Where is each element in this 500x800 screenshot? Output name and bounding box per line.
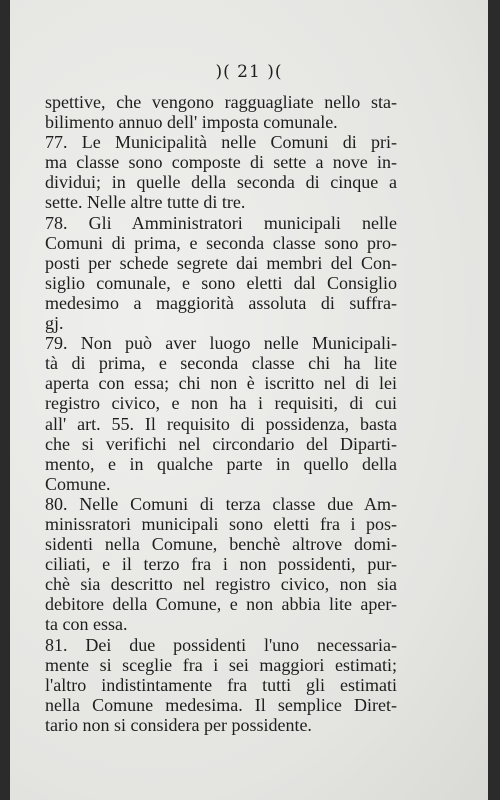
text-line: ciliati, e il terzo fra i non possidenti, pur- bbox=[45, 554, 397, 575]
book-page bbox=[10, 0, 488, 800]
paragraph bbox=[45, 132, 397, 212]
text-line: nella Comune medesima. Il semplice Diret- bbox=[45, 694, 397, 715]
text-line: 80. Nelle Comuni di terza classe due Am- bbox=[45, 493, 397, 514]
paragraph bbox=[45, 213, 397, 334]
text-line: tario non si considera per possidente. bbox=[45, 714, 312, 735]
page-body bbox=[45, 92, 397, 735]
text-line: mento, e in qualche parte in quello della bbox=[45, 453, 397, 474]
text-line: spettive, che vengono ragguagliate nello sta- bbox=[45, 92, 397, 112]
text-line: sette. Nelle altre tutte di tre. bbox=[45, 192, 246, 213]
text-line: mente si sceglie fra i sei maggiori estimati; bbox=[45, 654, 397, 675]
text-line: minissratori municipali sono eletti fra i pos- bbox=[45, 513, 397, 534]
text-line: l'altro indistintamente fra tutti gli estimati bbox=[45, 674, 397, 695]
text-line: debitore della Comune, e non abbia lite aper- bbox=[45, 594, 397, 615]
text-line: ma classe sono composte di sette a nove in- bbox=[45, 152, 397, 173]
text-line: ta con essa. bbox=[45, 614, 128, 635]
text-line: siglio comunale, e sono eletti dal Consiglio bbox=[45, 272, 397, 293]
page-number-header: )( 21 )( bbox=[215, 62, 283, 82]
text-line: chè sia descritto nel registro civico, non sia bbox=[45, 574, 397, 595]
text-line: 77. Le Municipalità nelle Comuni di pri- bbox=[45, 132, 397, 153]
text-line: 81. Dei due possidenti l'uno necessaria- bbox=[45, 634, 397, 655]
text-line: dividui; in quelle della seconda di cinque a bbox=[45, 172, 397, 193]
text-line: Comune. bbox=[45, 473, 111, 494]
text-line: Comuni di prima, e seconda classe sono pro- bbox=[45, 232, 397, 253]
text-line: posti per schede segrete dai membri del Con- bbox=[45, 252, 397, 273]
text-line: sidenti nella Comune, benchè altrove domi- bbox=[45, 534, 397, 555]
text-line: medesimo a maggiorità assoluta di suffra- bbox=[45, 292, 397, 313]
paragraph bbox=[45, 635, 397, 735]
text-line: che si verifichi nel circondario del Diparti- bbox=[45, 433, 397, 454]
paragraph bbox=[45, 494, 397, 635]
text-line: 78. Gli Amministratori municipali nelle bbox=[45, 212, 397, 233]
text-line: bilimento annuo dell' imposta comunale. bbox=[45, 112, 338, 133]
text-line: 79. Non può aver luogo nelle Municipali- bbox=[45, 333, 397, 354]
paragraph bbox=[45, 333, 397, 494]
text-line: gj. bbox=[45, 313, 64, 334]
text-line: all' art. 55. Il requisito di possidenza, basta bbox=[45, 413, 397, 434]
text-line: registro civico, e non ha i requisiti, di cui bbox=[45, 393, 397, 414]
text-line: aperta con essa; chi non è iscritto nel di lei bbox=[45, 373, 397, 394]
paragraph bbox=[45, 92, 397, 132]
text-line: tà di prima, e seconda classe chi ha lite bbox=[45, 353, 397, 374]
